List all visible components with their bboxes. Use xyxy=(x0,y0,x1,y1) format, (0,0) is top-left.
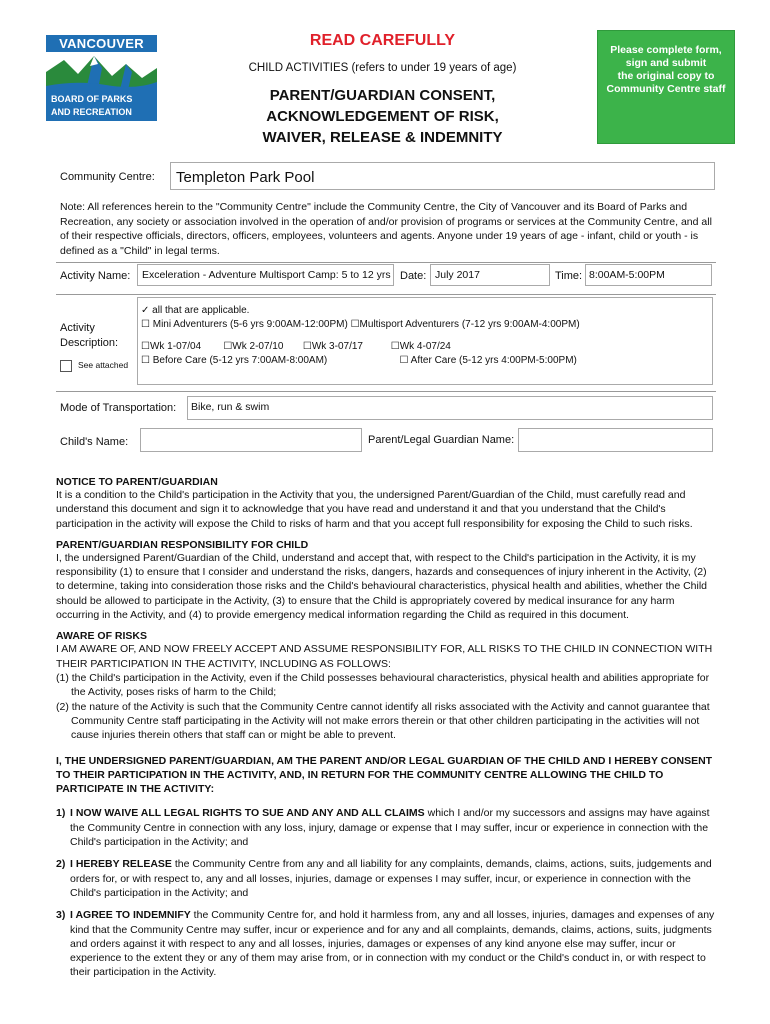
transport-label: Mode of Transportation: xyxy=(60,402,177,414)
title-line-3: WAIVER, RELEASE & INDEMNITY xyxy=(262,129,503,146)
activity-description-field[interactable] xyxy=(137,297,713,385)
release-body: the Community Centre from any and all liability for any complaints, demands, claims, actions, suits, judgements and orders for, or with respect to, any and all losses, injuries, damage or expenses I may suffer, incur, or experience in connection with the Child's participation in the Activity; and xyxy=(70,858,712,899)
aware-item-1: (1) the Child's participation in the Activity, even if the Child possesses behavioural characteristics, physical health and abilities appropriate for the Activity, poses risks of harm to the Child; xyxy=(56,671,710,699)
see-attached-checkbox[interactable] xyxy=(60,360,72,372)
release-number: 2) xyxy=(56,858,66,871)
desc-line-5: ☐ Before Care (5-12 yrs 7:00AM-8:00AM) ☐ After Care (5-12 yrs 4:00PM-5:00PM) xyxy=(141,355,577,366)
instruction-line-3: the original copy to xyxy=(617,70,715,82)
desc-line-4: ☐Wk 1-07/04 ☐Wk 2-07/10 ☐Wk 3-07/17 ☐Wk 4-07/24 xyxy=(141,341,451,352)
date-label: Date: xyxy=(400,270,427,282)
aware-heading: AWARE OF RISKS xyxy=(56,630,148,643)
vancouver-parks-logo xyxy=(46,35,157,121)
indemnify-clause xyxy=(56,908,716,979)
notice-body: It is a condition to the Child's participation in the Activity that you, the undersigned Parent/Guardian of the Child, must carefully read and understand this document and sign it to acknowledge that you have read and understand it and that you understand that the Child's participation in the activity will expose the Child to risks of harm and that you accept full responsibility for exposing the Child to such risks. xyxy=(56,489,693,530)
time-label: Time: xyxy=(555,270,583,282)
desc-line-2: ☐ Mini Adventurers (5-6 yrs 9:00AM-12:00PM) ☐Multisport Adventurers (7-12 yrs 9:00AM-4:00PM) xyxy=(141,319,580,330)
guardian-name-label: Parent/Legal Guardian Name: xyxy=(368,434,515,446)
aware-body: I AM AWARE OF, AND NOW FREELY ACCEPT AND ASSUME RESPONSIBILITY FOR, ALL RISKS TO THE CHILD IN CONNECTION WITH THEIR PARTICIPATION IN THE ACTIVITY, INCLUDING AS FOLLOWS: xyxy=(56,643,713,670)
read-carefully-heading: READ CAREFULLY xyxy=(309,32,456,49)
legal-text xyxy=(56,476,716,980)
community-centre-label: Community Centre: xyxy=(60,171,155,183)
desc-spacer xyxy=(141,332,712,340)
waive-number: 1) xyxy=(56,807,66,820)
transport-field[interactable]: Bike, run & swim xyxy=(187,396,713,420)
activity-description-label-line1: Activity xyxy=(60,322,95,334)
child-activities-subtitle: CHILD ACTIVITIES (refers to under 19 years of age) xyxy=(248,62,517,74)
logo-bottom-text xyxy=(46,90,157,121)
activity-description-label xyxy=(60,321,118,351)
child-name-label: Child's Name: xyxy=(60,436,129,448)
instruction-box xyxy=(597,30,735,144)
note-paragraph: Note: All references herein to the "Community Centre" include the Community Centre, the City of Vancouver and its Board of Parks and Recreation, any society or association involved in the operation of and/or provision of programs or services at the Community Centre, and all of their respective officials, directors, officers, employees, volunteers and agents. Anyone under 19 years of age - infant, child or youth - is defined as a "Child" in legal terms. xyxy=(60,201,712,257)
page-title xyxy=(225,85,540,148)
guardian-name-field[interactable] xyxy=(518,428,713,452)
waive-body: which I and/or my successors and assigns may have against the Community Centre in connection with any loss, injury, damage or expense that I may suffer, incur or experience in connection with the Child's participation in the Activity; and xyxy=(70,807,710,849)
instruction-line-2: sign and submit xyxy=(625,57,707,69)
time-field[interactable]: 8:00AM-5:00PM xyxy=(585,264,712,286)
indemnify-number: 3) xyxy=(56,909,66,922)
responsibility-body: I, the undersigned Parent/Guardian of the Child, understand and accept that, with respect to the Child's participation in the Activity, it is my responsibility (1) to ensure that I consider and understand the risks, dangers, hazards and consequences of injury inherent in the Activity, (2) to determine, taking into consideration those risks and the Child's behavioural characteristics, physical health and abilities, whether the Child should be allowed to participate in the Activity, (3) to ensure that the Child is appropriately covered by medical insurance for any harm occurring in the Activity, and (4) to provide emergency medical information regarding the Child as required in this document. xyxy=(56,551,708,622)
consent-heading: I, THE UNDERSIGNED PARENT/GUARDIAN, AM THE PARENT AND/OR LEGAL GUARDIAN OF THE CHILD AND I HEREBY CONSENT TO THEIR PARTICIPATION IN THE ACTIVITY, AND, IN RETURN FOR THE COMMUNITY CENTRE ALLOWING THE CHILD TO PARTICIPATE IN THE ACTIVITY: xyxy=(56,755,713,796)
title-line-1: PARENT/GUARDIAN CONSENT, xyxy=(269,87,496,104)
date-field[interactable]: July 2017 xyxy=(430,264,550,286)
waive-clause xyxy=(56,806,716,849)
instruction-line-4: Community Centre staff xyxy=(606,83,726,95)
responsibility-heading: PARENT/GUARDIAN RESPONSIBILITY FOR CHILD xyxy=(56,538,309,551)
release-clause xyxy=(56,857,716,900)
instruction-line-1: Please complete form, xyxy=(610,44,722,56)
community-centre-field[interactable]: Templeton Park Pool xyxy=(170,162,715,190)
activity-name-field[interactable]: Exceleration - Adventure Multisport Camp: 5 to 12 yrs xyxy=(137,264,394,286)
indemnify-body: the Community Centre for, and hold it harmless from, any and all losses, injuries, damages and expenses of any kind that the Community Centre may suffer, incur or experience and for any and all complaints, demands, claims, actions, suits, judgments and orders against it with respect to any and all losses, injuries, damages or expenses of any kind anyone else may suffer, incur or experience to the extent they or any of them may arise from, or in connection with my conduct or the Child's conduct in, or with respect to their participation in the Activity. xyxy=(70,909,715,979)
notice-heading: NOTICE TO PARENT/GUARDIAN xyxy=(56,476,218,488)
activity-name-label: Activity Name: xyxy=(60,270,131,282)
release-bold: I HEREBY RELEASE xyxy=(70,858,172,871)
title-line-2: ACKNOWLEDGEMENT OF RISK, xyxy=(266,108,499,125)
logo-bottom-line1: BOARD OF PARKS xyxy=(51,94,133,104)
mountain-icon xyxy=(46,52,157,90)
desc-line-1: ✓ all that are applicable. xyxy=(141,305,250,316)
activity-description-label-line2: Description: xyxy=(60,337,119,349)
see-attached-label: See attached xyxy=(78,360,129,370)
divider xyxy=(56,391,716,392)
child-name-field[interactable] xyxy=(140,428,362,452)
aware-item-2: (2) the nature of the Activity is such that the Community Centre cannot identify all risks associated with the Activity and cannot guarantee that Community Centre staff participating in the Activity will not make errors therein or that other children participating in the activities will not cause injuries therein others that staff can or might be able to prevent. xyxy=(56,700,710,742)
waive-bold: I NOW WAIVE ALL LEGAL RIGHTS TO SUE AND ANY AND ALL CLAIMS xyxy=(70,807,425,820)
indemnify-bold: I AGREE TO INDEMNIFY xyxy=(70,909,191,922)
logo-top-text: VANCOUVER xyxy=(46,35,157,52)
logo-bottom-line2: AND RECREATION xyxy=(51,107,132,117)
divider xyxy=(56,294,716,295)
